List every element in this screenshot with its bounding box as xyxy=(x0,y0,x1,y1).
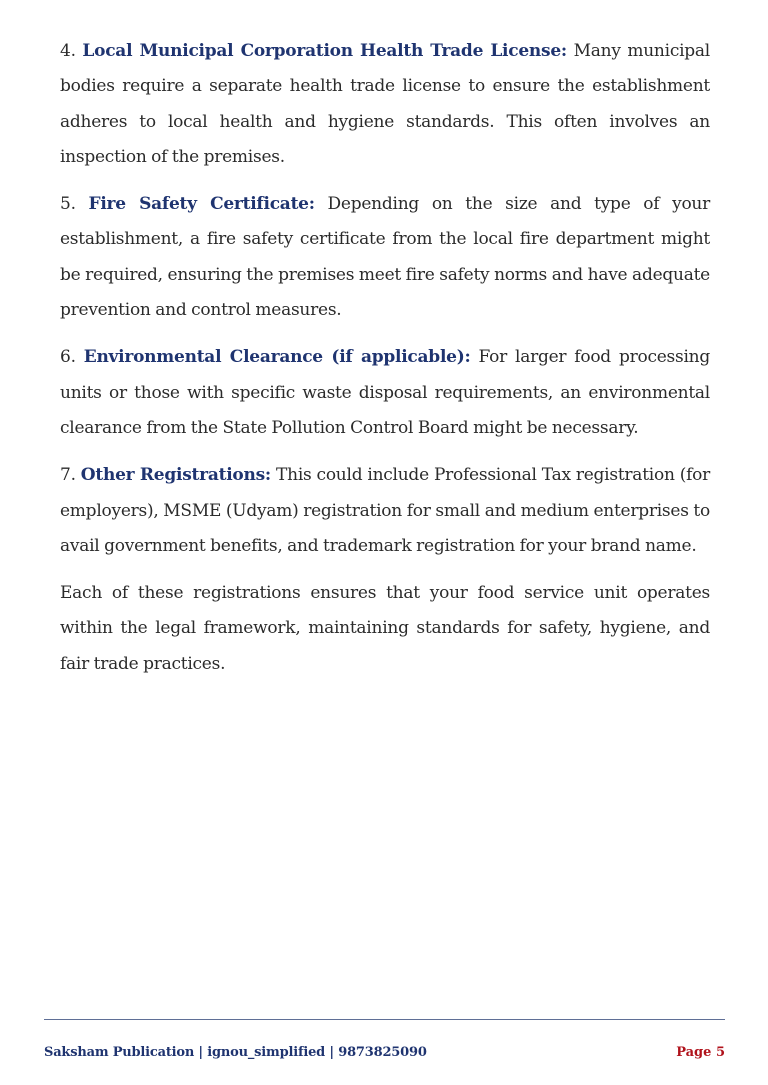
item-number: 5. xyxy=(60,194,89,215)
item-text: This could include Professional Tax registration (for employers), MSME (Udyam) registration for small and medium enterprises to avail government benefits, and trademark registration for your brand name. xyxy=(60,465,710,556)
closing-paragraph: Each of these registrations ensures that your food service unit operates within the legal framework, maintaining standards for safety, hygiene, and fair trade practices. xyxy=(60,583,710,674)
item-number: 6. xyxy=(60,347,84,368)
item-term: Other Registrations: xyxy=(80,465,271,486)
item-term: Fire Safety Certificate: xyxy=(88,194,315,215)
list-item-7 xyxy=(60,458,710,564)
footer-divider xyxy=(44,1019,725,1020)
item-number: 4. xyxy=(60,41,83,61)
item-text: For larger food processing units or those with specific waste disposal requirements, an environmental clearance from the State Pollution Control Board might be necessary. xyxy=(60,347,710,438)
item-text: Depending on the size and type of your establishment, a fire safety certificate from the local fire department might be required, ensuring the premises meet fire safety norms and have adequate prevention and control measures. xyxy=(60,194,711,321)
item-term: Local Municipal Corporation Health Trade License: xyxy=(82,41,567,61)
item-term: Environmental Clearance (if applicable): xyxy=(83,347,471,368)
item-number: 7. xyxy=(60,465,81,486)
footer-publisher: Saksham Publication | ignou_simplified | 9873825090 xyxy=(44,1045,427,1060)
page-number: Page 5 xyxy=(676,1045,725,1060)
list-item-4 xyxy=(60,34,710,175)
page-content xyxy=(60,34,710,694)
list-item-6 xyxy=(60,340,710,446)
item-text: Many municipal bodies require a separate health trade license to ensure the establishment adheres to local health and hygiene standards. This often involves an inspection of the premises. xyxy=(60,41,710,167)
list-item-5 xyxy=(60,187,710,328)
